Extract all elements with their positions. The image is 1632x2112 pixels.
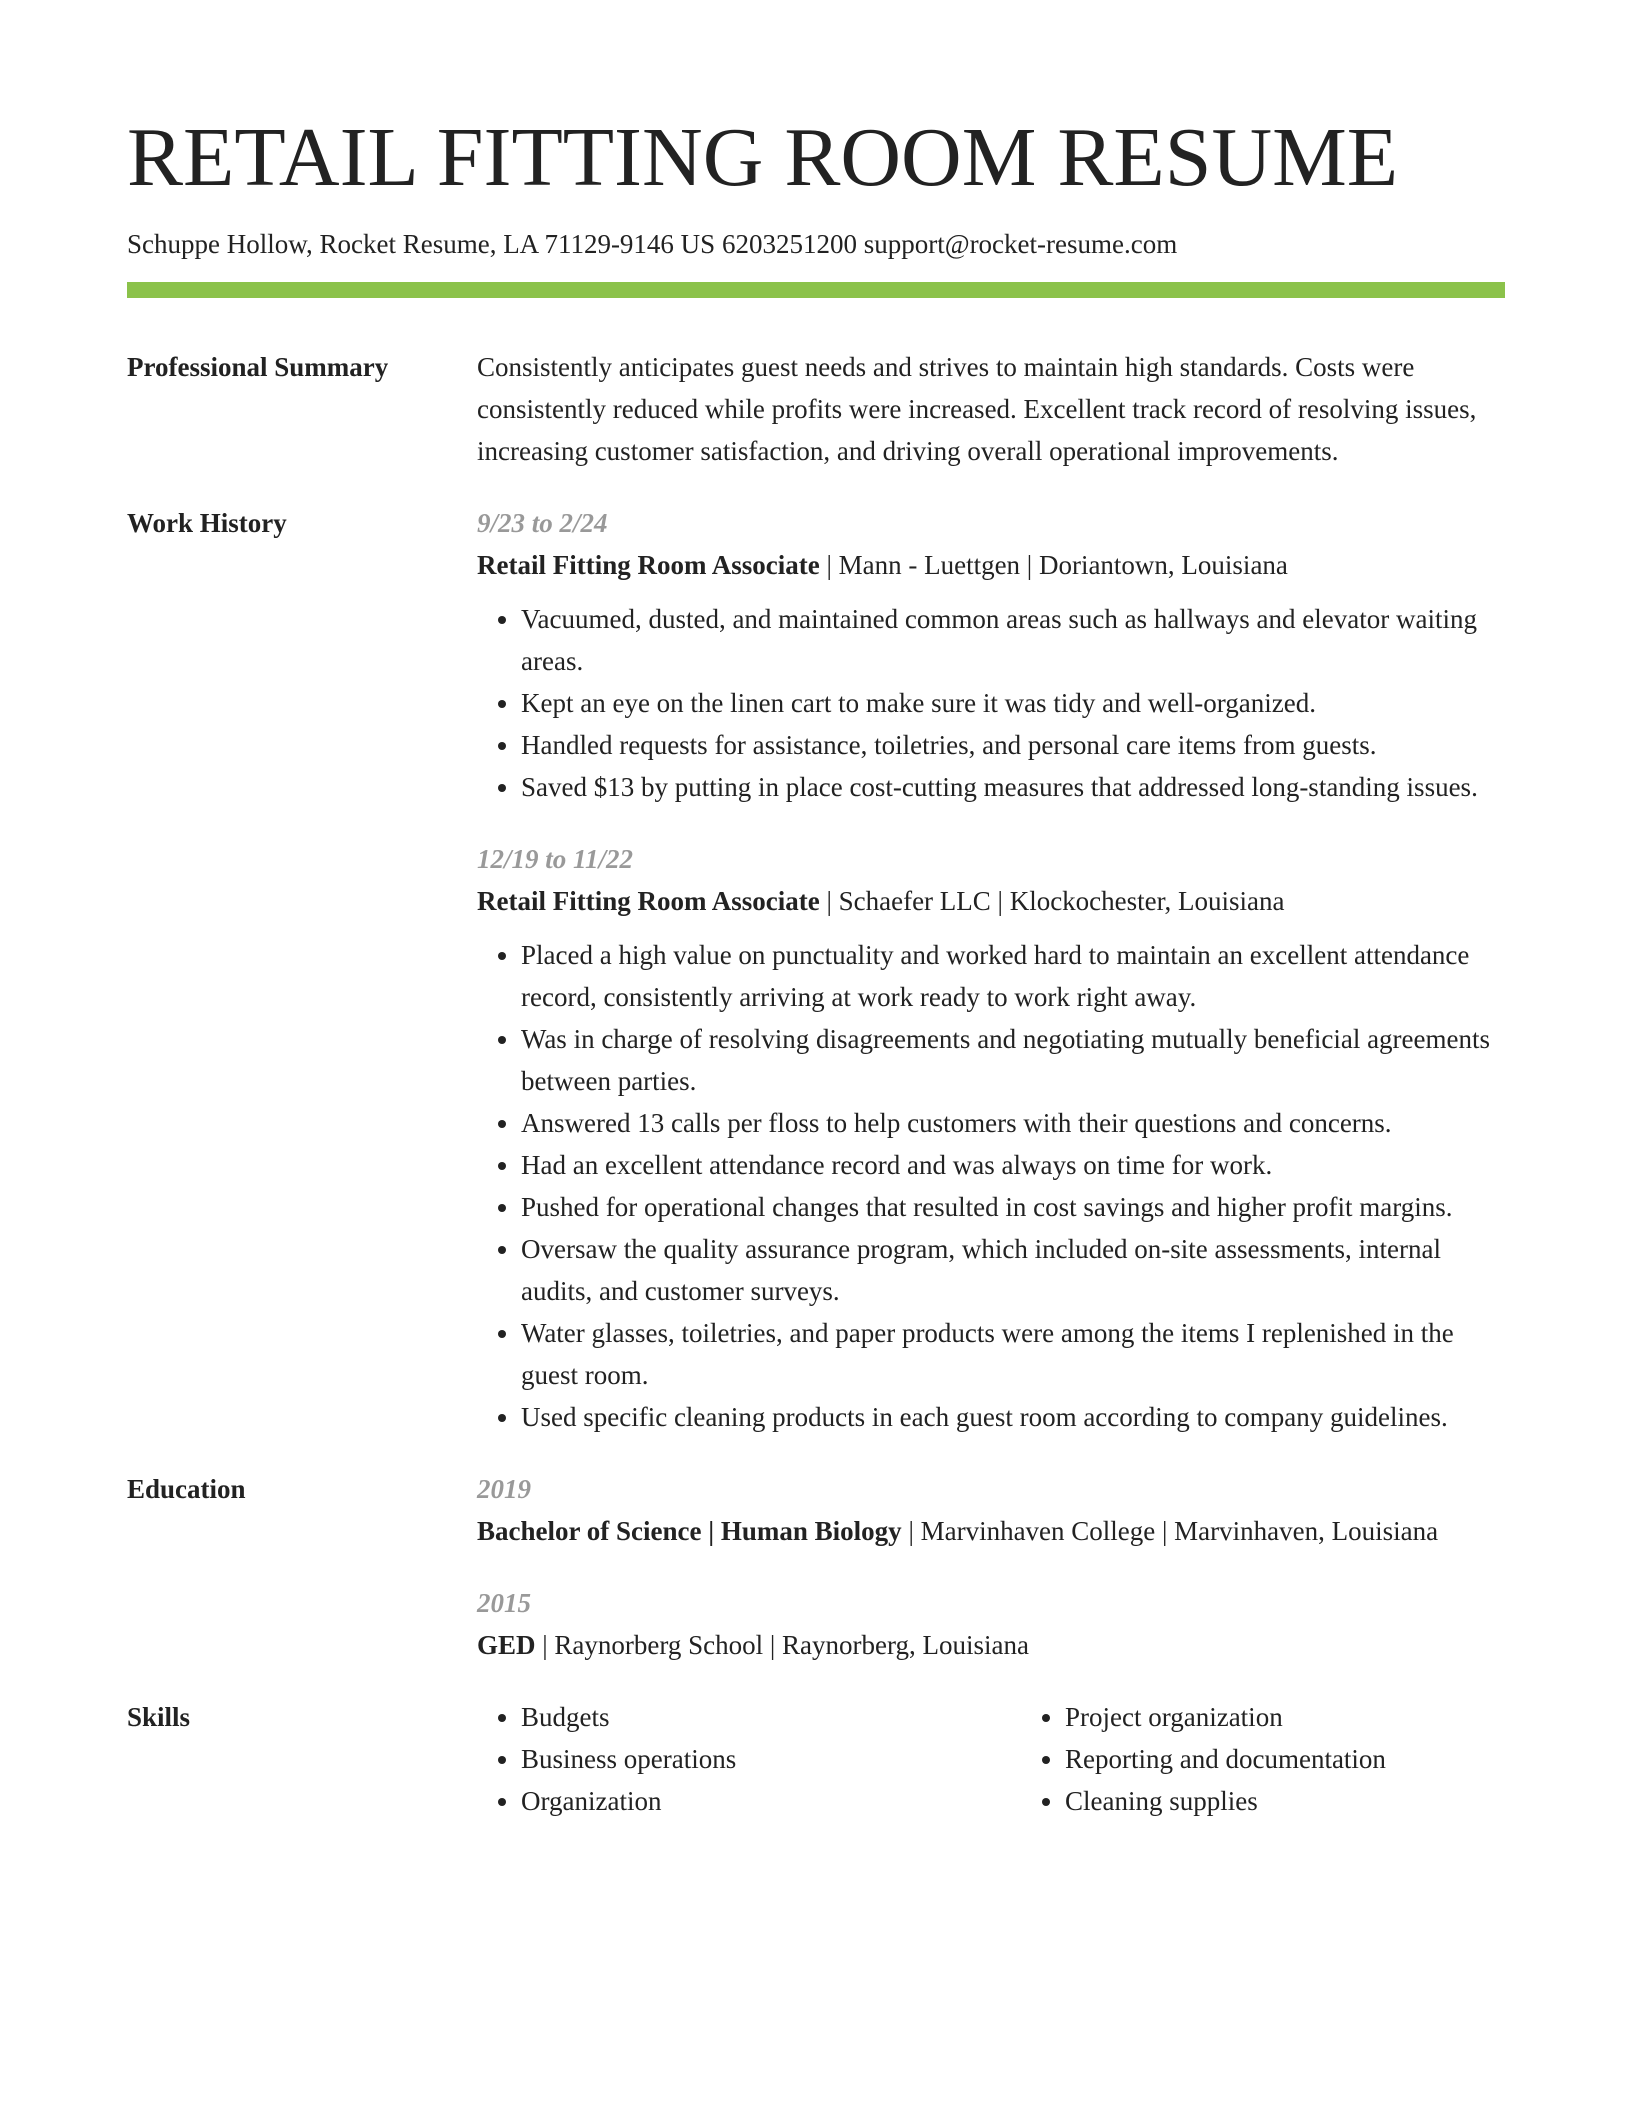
header-divider [127,282,1505,298]
summary-text: Consistently anticipates guest needs and strives to maintain high standards. Costs were consistently reduced while profits were increased. Excellent track record of resolving issues, increasing customer satisfaction, and driving overall operational improvements. [477,352,1477,467]
work-history-list [477,502,1505,1438]
job-bullet: • Used specific cleaning products in each guest room according to company guidelines. [521,1396,1505,1438]
job-title: Retail Fitting Room Associate [477,886,820,917]
job-bullet: • Oversaw the quality assurance program, which included on-site assessments, internal audits, and customer surveys. [521,1228,1505,1312]
job-bullets [477,934,1505,1438]
contact-address: Schuppe Hollow, Rocket Resume, LA 71129-9146 US [127,229,716,259]
skill-item: • Project organization [1065,1696,1565,1738]
job-entry [477,838,1505,1438]
contact-phone: 6203251200 [721,229,857,259]
degree-year: 2015 [477,1588,531,1619]
resume-title: RETAIL FITTING ROOM RESUME [127,111,1399,204]
job-bullet: • Saved $13 by putting in place cost-cutting measures that addressed long-standing issues. [521,766,1505,808]
work-history-section [127,502,1505,1438]
education-section [127,1468,1505,1666]
job-bullets [477,598,1505,808]
degree-title: GED [477,1630,536,1661]
skills-columns [477,1696,1565,1822]
job-bullet: • Vacuumed, dusted, and maintained common areas such as hallways and elevator waiting areas. [521,598,1505,682]
degree-school: | Marvinhaven College | Marvinhaven, Louisiana [901,1516,1439,1547]
skill-item: • Reporting and documentation [1065,1738,1565,1780]
degree-title: Bachelor of Science | Human Biology [477,1516,902,1547]
job-bullet: • Answered 13 calls per floss to help customers with their questions and concerns. [521,1102,1505,1144]
job-title-line [477,880,1505,922]
education-heading: Education [127,1474,246,1505]
degree-entry [477,1468,1505,1552]
job-employer: | Schaefer LLC | Klockochester, Louisiana [819,886,1285,917]
job-bullet: • Pushed for operational changes that resulted in cost savings and higher profit margins. [521,1186,1505,1228]
contact-line [127,228,1505,260]
skills-heading: Skills [127,1702,191,1733]
skill-item: • Cleaning supplies [1065,1780,1565,1822]
skills-body [477,1696,1565,1822]
skills-column-left [477,1696,1021,1822]
skills-section [127,1696,1505,1822]
work-history-heading: Work History [127,508,287,539]
degree-year: 2019 [477,1474,531,1505]
degree-line [477,1510,1505,1552]
job-title-line [477,544,1505,586]
job-dates: 9/23 to 2/24 [477,508,608,539]
job-bullet: • Was in charge of resolving disagreements and negotiating mutually beneficial agreements between parties. [521,1018,1505,1102]
job-entry [477,502,1505,808]
contact-email: support@rocket-resume.com [863,229,1178,259]
job-title: Retail Fitting Room Associate [477,550,820,581]
summary-heading: Professional Summary [127,352,389,383]
degree-line [477,1624,1505,1666]
job-bullet: • Handled requests for assistance, toiletries, and personal care items from guests. [521,724,1505,766]
job-dates: 12/19 to 11/22 [477,844,634,875]
skill-item: • Budgets [521,1696,1021,1738]
education-list [477,1468,1505,1666]
job-employer: | Mann - Luettgen | Doriantown, Louisiana [819,550,1288,581]
degree-entry [477,1582,1505,1666]
skills-column-right [1021,1696,1565,1822]
job-bullet: • Placed a high value on punctuality and worked hard to maintain an excellent attendance record, consistently arriving at work ready to work right away. [521,934,1505,1018]
skill-item: • Organization [521,1780,1021,1822]
skill-item: • Business operations [521,1738,1021,1780]
degree-school: | Raynorberg School | Raynorberg, Louisiana [535,1630,1029,1661]
job-bullet: • Kept an eye on the linen cart to make sure it was tidy and well-organized. [521,682,1505,724]
summary-section [127,346,1505,472]
job-bullet: • Water glasses, toiletries, and paper products were among the items I replenished in the guest room. [521,1312,1505,1396]
job-bullet: • Had an excellent attendance record and was always on time for work. [521,1144,1505,1186]
